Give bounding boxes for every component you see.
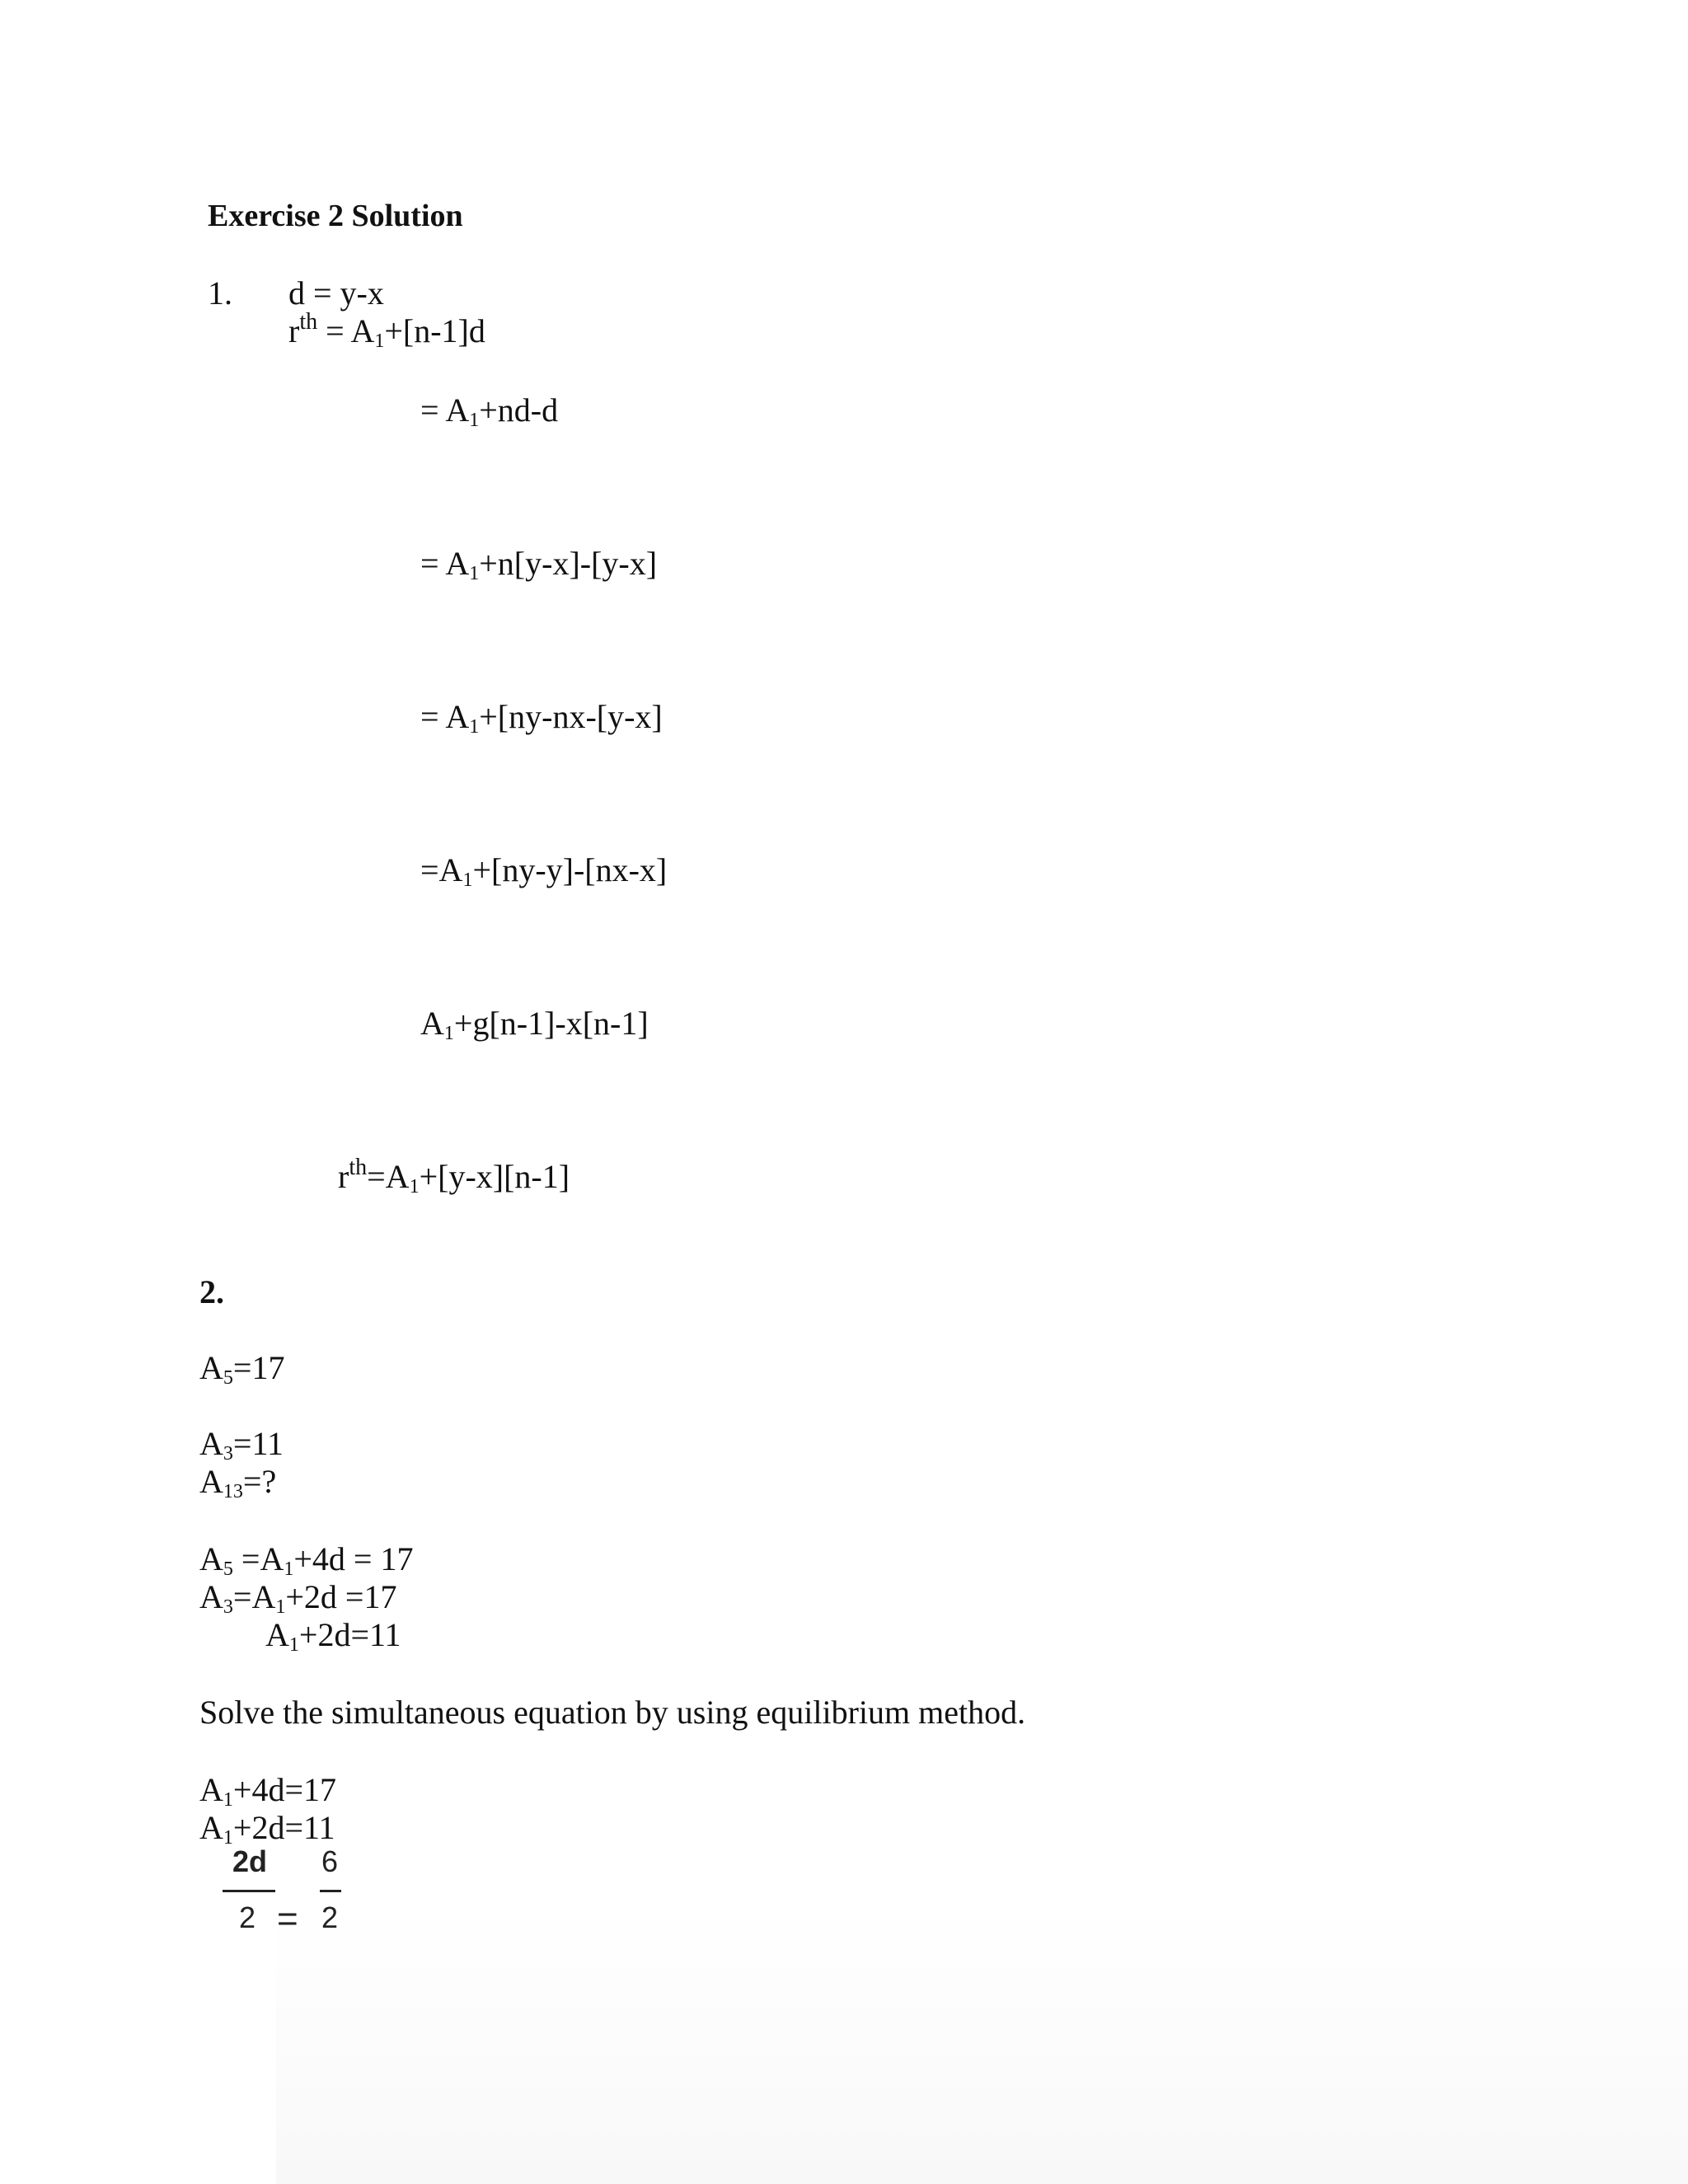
q1-step-3: = $A_1+[ny-nx-[y-x]$: [420, 698, 663, 738]
page-title: Exercise 2 Solution: [208, 199, 463, 233]
q2-system-2: $A_1+2d=11$: [199, 1809, 335, 1849]
q2-equation-3: $A_1+2d=11$: [265, 1616, 401, 1656]
q2-given-a3: $A_3=11$: [199, 1425, 284, 1465]
fraction-bar-right: [320, 1890, 341, 1892]
scan-shading: [276, 1904, 1688, 2184]
question-1-number: 1.: [208, 274, 232, 312]
q1-step-5: $A_1+g[n-1]-x[n-1]$: [420, 1005, 649, 1044]
q2-equation-1: $A_5 =A_1+4d = 17$: [199, 1540, 414, 1580]
fraction-denominator-right: 2: [321, 1900, 339, 1934]
q1-step-1: = $A_1+nd-d$: [420, 391, 559, 431]
fraction-denominator-left: 2: [239, 1900, 256, 1934]
q2-system-1: $A_1+4d=17$: [199, 1771, 337, 1811]
q1-step-2: = $A_1+n[y-x]-[y-x]$: [420, 545, 658, 584]
q2-instruction: Solve the simultaneous equation by using equilibrium method.: [199, 1694, 1026, 1731]
fraction-equals: =: [277, 1899, 298, 1939]
fraction-bar-left: [223, 1890, 275, 1892]
fraction-numerator-right: 6: [321, 1844, 339, 1878]
q1-line-d: d = y-x: [288, 274, 384, 312]
q2-equation-2: $A_3=A_1+2d =17$: [199, 1578, 397, 1618]
question-2-number: 2.: [199, 1273, 224, 1310]
q1-step-4: $=A_1+[ny-y]-[nx-x]$: [420, 851, 668, 891]
q1-nth-formula: $r^{th} = A_1+[n-1]d$: [288, 309, 485, 352]
q2-given-a13: $A_{13}=$?: [199, 1463, 277, 1502]
q2-given-a5: $A_5=17$: [199, 1349, 285, 1389]
fraction-numerator-left: 2d: [232, 1844, 268, 1878]
q1-result: $r^{th}=A_1+[y-x][n-1]$: [338, 1155, 570, 1197]
